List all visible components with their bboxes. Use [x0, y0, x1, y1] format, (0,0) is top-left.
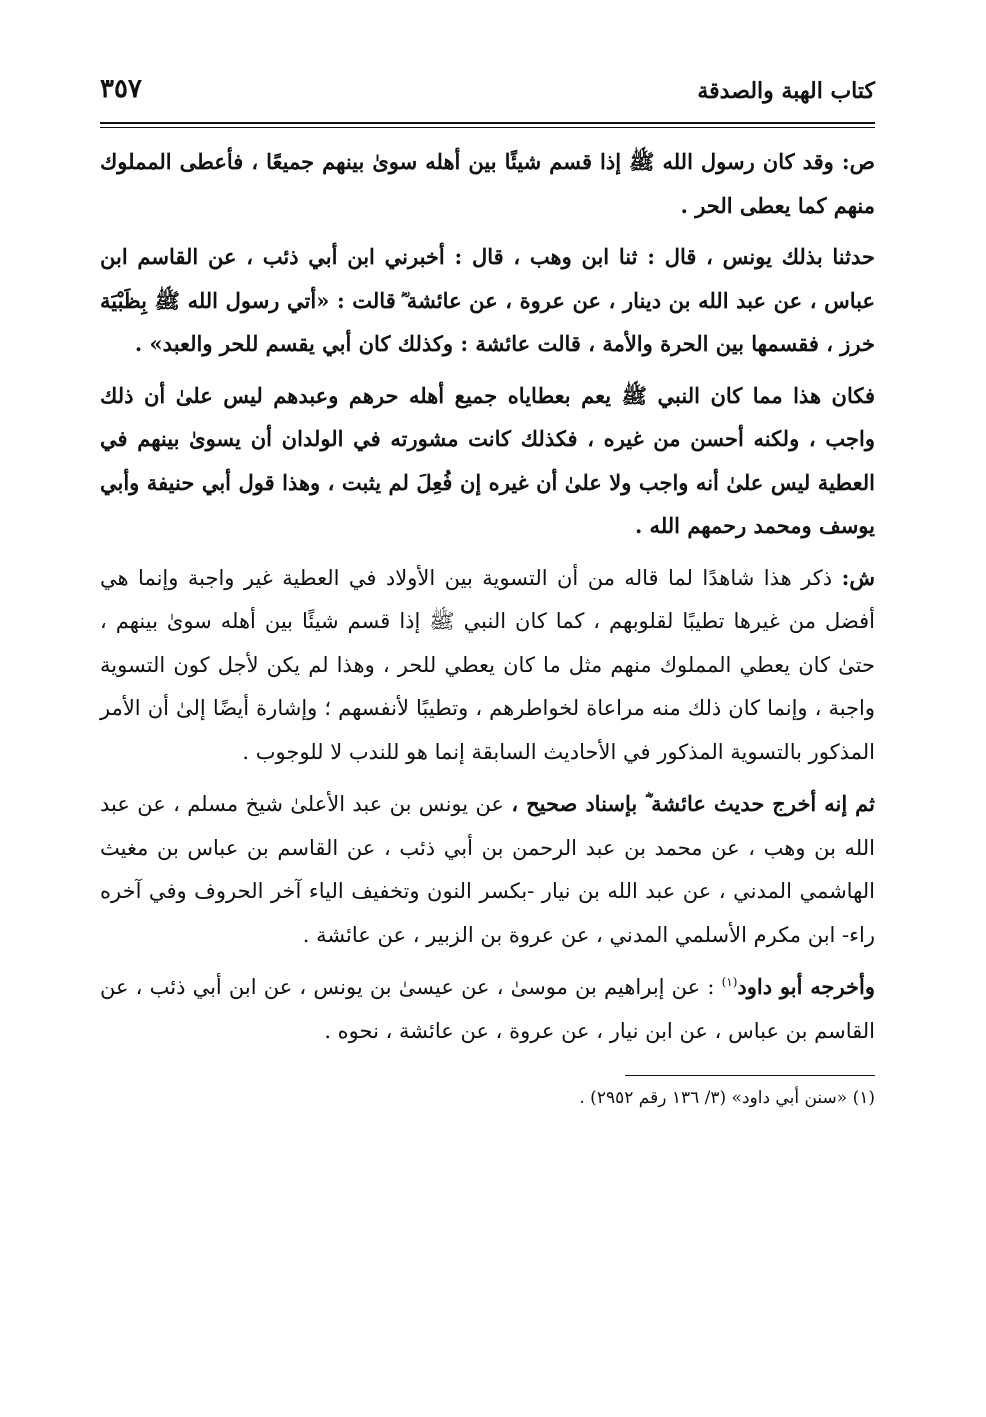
page [100, 74, 875, 1108]
takhrij-lead: وأخرجه أبو داود [737, 974, 875, 999]
paragraph-isnad [100, 782, 875, 957]
footnote: (١) «سنن أبي داود» (٣/ ١٣٦ رقم ٢٩٥٢) . [579, 1088, 875, 1108]
header-rule-thin [100, 127, 875, 128]
isnad-lead: ثم إنه أخرج حديث عائشة ؓ بإسناد صحيح ، [511, 791, 875, 816]
paragraph-text: ص: وقد كان رسول الله ﷺ إذا قسم شيئًا بين أهله سوىٰ بينهم جميعًا ، فأعطى المملوك منهم كما يعطى الحر . [100, 149, 875, 218]
page-number: ٣٥٧ [100, 74, 142, 104]
header-rule [100, 122, 875, 124]
paragraph-takhrij [100, 965, 875, 1053]
paragraph-hadith: حدثنا بذلك يونس ، قال : ثنا ابن وهب ، قال : أخبرني ابن أبي ذئب ، عن القاسم ابن عباس ، عن عبد الله بن دينار ، عن عروة ، عن عائشة ؓ قالت : «أتي رسول الله ﷺ بِظَبْيَة خرز ، فقسمها بين الحرة والأمة ، قالت عائشة : وكذلك كان أبي يقسم للحر والعبد» . [100, 244, 875, 356]
footnote-divider [625, 1075, 875, 1076]
paragraph-commentary: فكان هذا مما كان النبي ﷺ يعم بعطاياه جميع أهله حرهم وعبدهم ليس علىٰ أن ذلك واجب ، ولكنه أحسن من غيره ، فكذلك كانت مشورته في الولدان أن يسوىٰ بينهم في العطية ليس علىٰ أنه واجب ولا علىٰ أن غيره إن فُعِلَ لم يثبت ، وهذا قول أبي حنيفة وأبي يوسف ومحمد رحمهم الله . [100, 382, 875, 538]
isnad-text: عن يونس بن عبد الأعلىٰ شيخ مسلم ، عن عبد الله بن وهب ، عن محمد بن عبد الرحمن بن أبي ذئب ، عن القاسم بن عباس بن مغيث الهاشمي المدني ، عن عبد الله بن نيار -بكسر النون وتخفيف الياء آخر الحروف وفي آخره راء- ابن مكرم الأسلمي المدني ، عن عروة بن الزبير ، عن عائشة . [100, 792, 875, 947]
footnote-ref: (١) [721, 975, 738, 989]
sharh-text: ذكر هذا شاهدًا لما قاله من أن التسوية بين الأولاد في العطية غير واجبة وإنما هي أفضل من غيرها تطيبًا لقلوبهم ، كما كان النبي ﷺ إذا قسم شيئًا بين أهله سوىٰ بينهم ، حتىٰ كان يعطي المملوك منهم مثل ما كان يعطي للحر ، وهذا لم يكن لأجل كون التسوية واجبة ، وإنما كان ذلك منه مراعاة لخواطرهم ، وتطيبًا لأنفسهم ؛ وإشارة أيضًا إلىٰ أن الأمر المذكور بالتسوية المذكور في الأحاديث السابقة إنما هو للندب لا للوجوب . [100, 565, 875, 764]
paragraph-sharh [100, 556, 875, 775]
takhrij-text: : عن إبراهيم بن موسىٰ ، عن عيسىٰ بن يونس ، عن ابن أبي ذئب ، عن القاسم بن عباس ، عن ابن نيار ، عن عروة ، عن عائشة ، نحوه . [100, 975, 875, 1043]
sharh-marker: ش: [841, 564, 875, 590]
chapter-title: كتاب الهبة والصدقة [697, 78, 875, 104]
page-header [100, 74, 875, 118]
